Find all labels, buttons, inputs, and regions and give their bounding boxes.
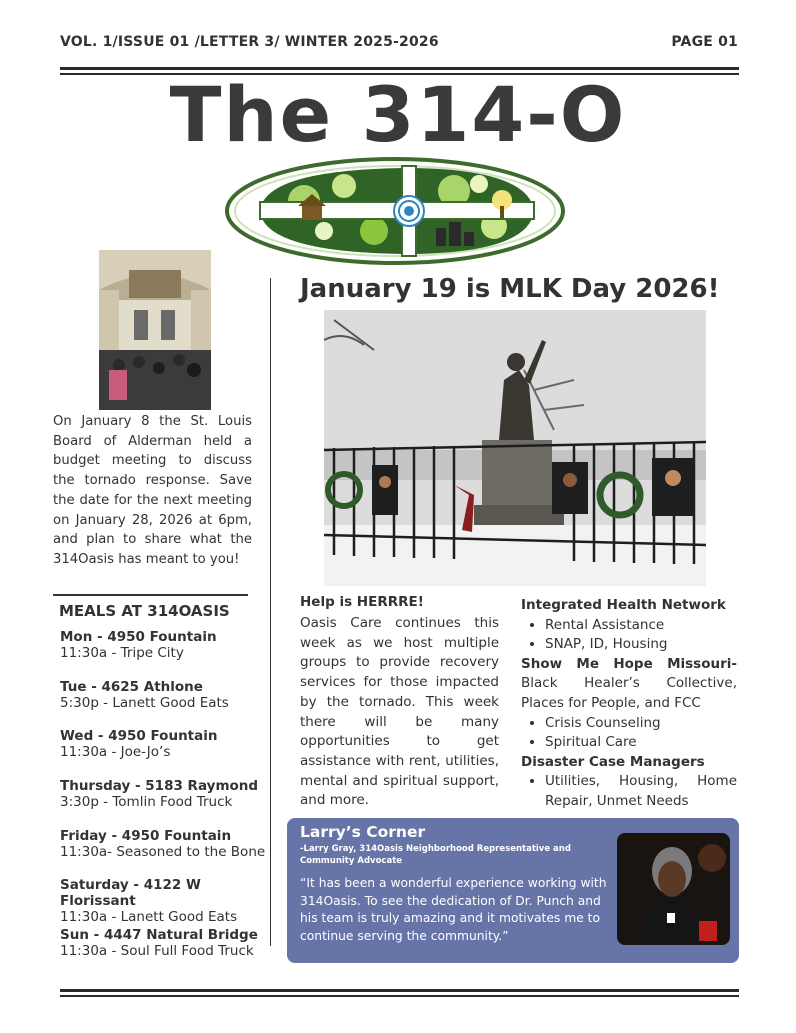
issue-info: VOL. 1/ISSUE 01 /LETTER 3/ WINTER 2025-2026 bbox=[60, 34, 439, 50]
meal-location: Mon - 4950 Fountain bbox=[60, 629, 217, 645]
bottom-rule bbox=[60, 989, 739, 992]
smh-heading: Show Me Hope Missouri- bbox=[521, 655, 737, 672]
corner-title: Larry’s Corner bbox=[300, 823, 426, 841]
meal-item bbox=[60, 629, 270, 679]
meal-item bbox=[60, 828, 270, 878]
meal-item bbox=[60, 728, 270, 778]
meeting-caption: On January 8 the St. Louis Board of Alderman held a budget meeting to discuss the tornado response. Save the date for the next meeting on January 28, 2026 at 6pm, and plan to share what the 314Oasis has meant to you! bbox=[53, 414, 252, 567]
list-item: • Spiritual Care bbox=[545, 733, 737, 753]
meal-location: Tue - 4625 Athlone bbox=[60, 678, 203, 695]
left-divider bbox=[53, 594, 248, 596]
meal-item bbox=[60, 679, 270, 729]
mlk-headline: January 19 is MLK Day 2026! bbox=[300, 274, 720, 304]
masthead-title: The 314-O bbox=[169, 70, 627, 159]
mlk-statue-photo bbox=[324, 310, 706, 586]
smh-block bbox=[521, 655, 737, 714]
meal-location: Thursday - 5183 Raymond bbox=[60, 778, 259, 795]
resources-list bbox=[521, 596, 737, 812]
meal-time: 11:30a - Lanett Good Eats bbox=[60, 909, 238, 926]
meal-location: Wed - 4950 Fountain bbox=[60, 728, 218, 745]
meal-time: 5:30p - Lanett Good Eats bbox=[60, 694, 229, 711]
meal-time: 3:30p - Tomlin Food Truck bbox=[60, 794, 233, 811]
smh-text: Black Healer’s Collective, Places for People, and FCC bbox=[521, 675, 737, 711]
meal-time: 11:30a - Soul Full Food Truck bbox=[60, 943, 254, 960]
meal-time: 11:30a- Seasoned to the Bone bbox=[60, 843, 266, 860]
meals-list bbox=[60, 629, 270, 977]
smh-list bbox=[521, 714, 737, 753]
council-meeting-photo bbox=[99, 250, 211, 410]
ihn-heading: Integrated Health Network bbox=[521, 597, 726, 613]
page-number: PAGE 01 bbox=[671, 34, 738, 50]
column-divider bbox=[270, 278, 271, 946]
meal-location: Sun - 4447 Natural Bridge bbox=[60, 927, 258, 944]
ihn-list bbox=[521, 616, 737, 655]
list-item: • Crisis Counseling bbox=[545, 714, 737, 734]
meal-time: 11:30a - Tripe City bbox=[60, 645, 184, 661]
list-item: • Utilities, Housing, Home Repair, Unmet Needs bbox=[545, 772, 737, 811]
corner-quote: “It has been a wonderful experience working with 314Oasis. To see the dedication of Dr. Punch and his team is truly amazing and it motivates me to continue serving the community.” bbox=[300, 876, 607, 943]
dcm-heading: Disaster Case Managers bbox=[521, 753, 705, 770]
oasis-logo bbox=[224, 156, 566, 266]
meal-item bbox=[60, 927, 270, 977]
list-item: • SNAP, ID, Housing bbox=[545, 635, 737, 655]
corner-byline: -Larry Gray, 314Oasis Neighborhood Representative and Community Advocate bbox=[300, 844, 571, 866]
help-body: Oasis Care continues this week as we host multiple groups to provide recovery services for those impacted by the tornado. This week there will be many opportunities to get assistance with rent, utilities, mental and spiritual support, and more. bbox=[300, 615, 499, 809]
dcm-list bbox=[521, 772, 737, 811]
meal-item bbox=[60, 877, 270, 927]
meals-heading: MEALS AT 314OASIS bbox=[59, 602, 230, 620]
larrys-corner-card bbox=[287, 818, 739, 963]
meal-location: Friday - 4950 Fountain bbox=[60, 827, 232, 844]
larry-photo bbox=[617, 833, 730, 945]
list-item: • Rental Assistance bbox=[545, 616, 737, 636]
bottom-rule-thin bbox=[60, 995, 739, 997]
help-heading: Help is HERRRE! bbox=[300, 594, 424, 610]
meal-item bbox=[60, 778, 270, 828]
meal-location: Saturday - 4122 W Florissant bbox=[60, 877, 201, 910]
meal-time: 11:30a - Joe-Jo’s bbox=[60, 744, 171, 761]
